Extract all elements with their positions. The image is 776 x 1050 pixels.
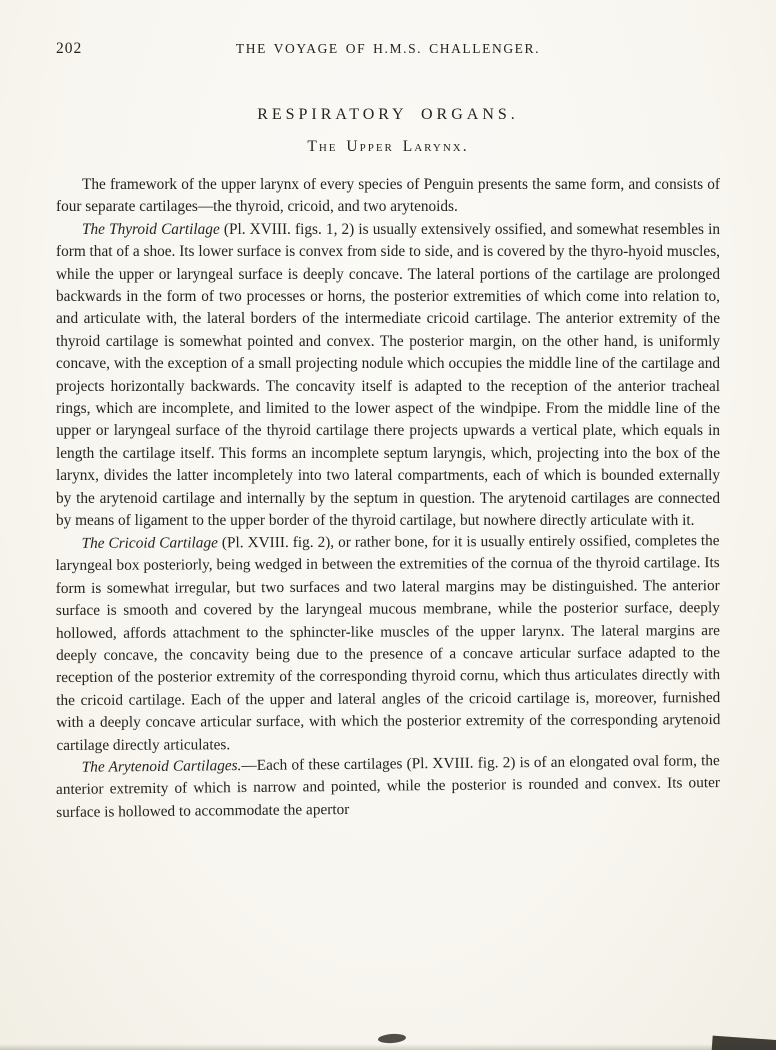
paragraph-text: The framework of the upper larynx of every species of Penguin presents the same form, and consists of four separate cartilages—the thyroid, cricoid, and two arytenoids.	[56, 176, 720, 216]
subsection-heading: The Upper Larynx.	[307, 138, 469, 155]
scan-artifact-bottom-shadow	[0, 1044, 776, 1050]
scan-artifact-corner	[711, 1036, 776, 1050]
page-header	[56, 40, 720, 62]
body-text	[56, 174, 720, 824]
paragraph-lead: The Thyroid Cartilage	[82, 220, 220, 238]
paragraph	[56, 530, 721, 757]
paragraph-text: —Each of these cartilages (Pl. XVIII. fig. 2) is of an elongated oval form, the anterior extremity of which is narrow and pointed, while the posterior is rounded and convex. Its outer surface is hollowed to accommodate the apertor	[55, 751, 721, 821]
running-head: THE VOYAGE OF H.M.S. CHALLENGER.	[235, 41, 541, 56]
paragraph-text: (Pl. XVIII. fig. 2), or rather bone, for it is usually entirely ossified, completes the laryngeal box posteriorly, being wedged in between the extremities of the cornua of the thyroid cartilage. Its form is somewhat irregular, but two surfaces and two lateral margins may be distinguished. The anterior surface is smooth and covered by the laryngeal mucous membrane, while the posterior surface, deeply hollowed, affords attachment to the sphincter-like muscles of the upper larynx. The lateral margins are deeply concave, the concavity being due to the presence of a concave articular surface adapted to the reception of the posterior extremity of the corresponding thyroid cornu, which thus articulates directly with the cricoid cartilage. Each of the upper and lateral angles of the cricoid cartilage is, moreover, furnished with a deeply concave articular surface, with which the posterior extremity of the corresponding arytenoid cartilage directly articulates.	[55, 531, 721, 754]
paragraph-lead: The Cricoid Cartilage	[81, 533, 218, 552]
paragraph-text: (Pl. XVIII. figs. 1, 2) is usually extensively ossified, and somewhat resembles in form that of a shoe. Its lower surface is convex from side to side, and is covered by the thyro-hyoid muscles, while the upper or laryngeal surface is deeply concave. The lateral portions of the cartilage are prolonged backwards in the form of two processes or horns, the posterior extremities of which come into relation to, and articulate with, the lateral borders of the intermediate cricoid cartilage. The anterior extremity of the thyroid cartilage is somewhat pointed and convex. The posterior margin, on the other hand, is uniformly concave, with the exception of a small projecting nodule which occupies the middle line of the cartilage and projects horizontally backwards. The concavity itself is adapted to the reception of the anterior tracheal rings, which are incomplete, and limited to the lower aspect of the windpipe. From the middle line of the upper or laryngeal surface of the thyroid cartilage there projects upwards a vertical plate, which equals in length the cartilage itself. This forms an incomplete septum laryngis, which, projecting into the box of the larynx, divides the latter incompletely into two lateral compartments, each of which is bounded externally by the arytenoid cartilage and internally by the septum in question. The arytenoid cartilages are connected by means of ligament to the upper border of the thyroid cartilage, but nowhere directly articulate with it.	[56, 220, 720, 530]
scan-artifact-smudge	[378, 1033, 407, 1044]
paragraph-lead: The Arytenoid Cartilages.	[81, 756, 242, 776]
paragraph	[56, 219, 720, 533]
section-heading: RESPIRATORY ORGANS.	[257, 106, 519, 123]
paragraph	[56, 750, 721, 824]
paragraph	[56, 174, 720, 219]
page-number: 202	[56, 40, 83, 57]
